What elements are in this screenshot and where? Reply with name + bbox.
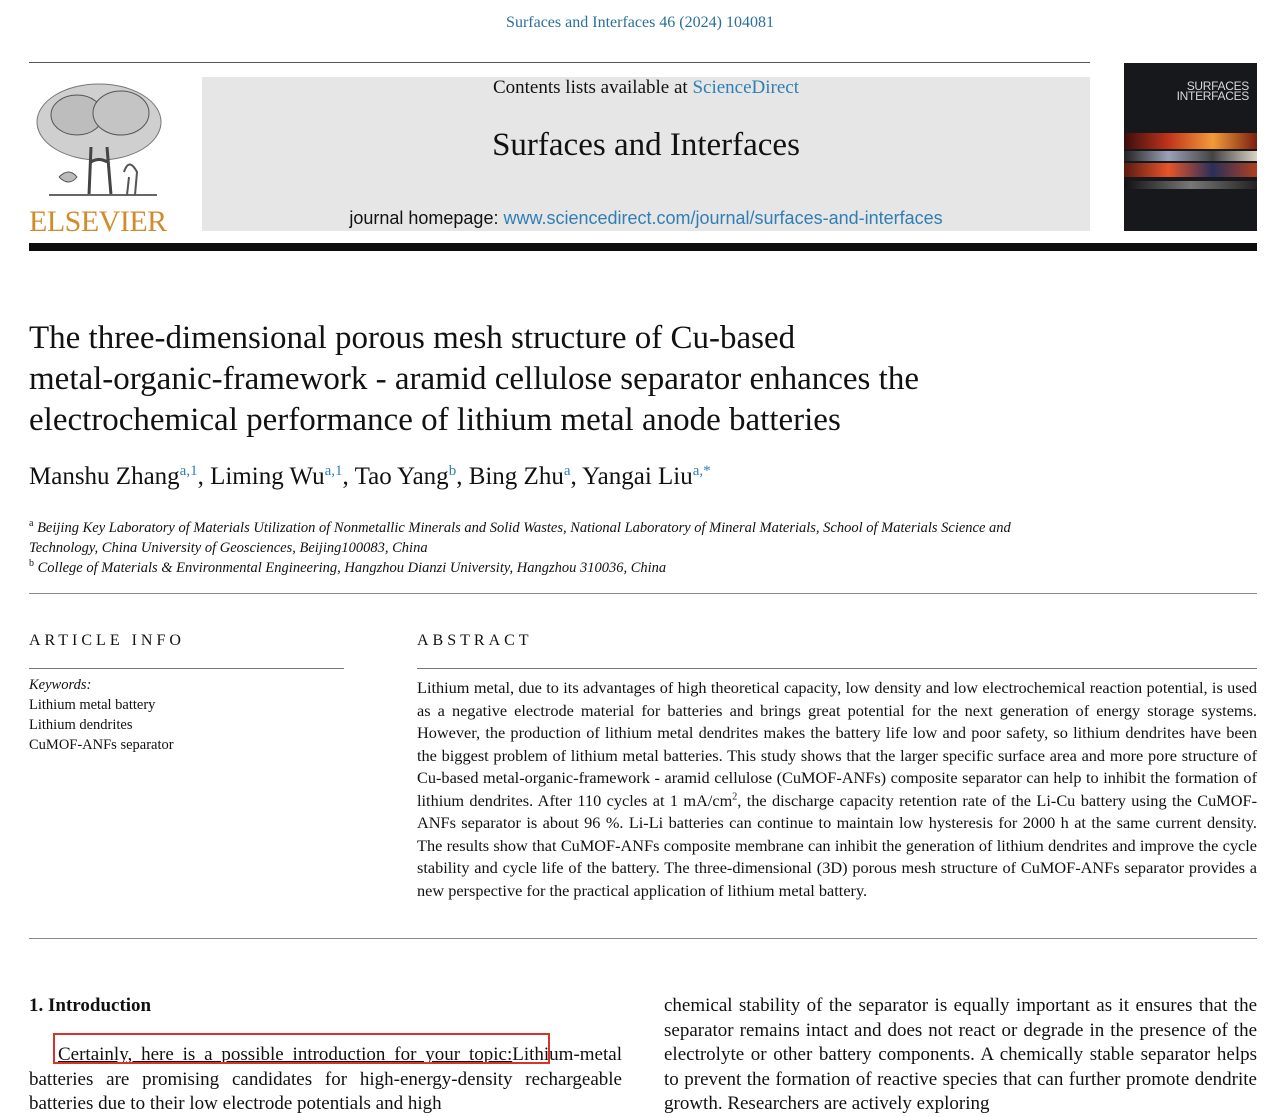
title-line: The three-dimensional porous mesh structure of Cu-based [29,320,796,356]
abstract-rule [417,668,1257,669]
author-separator: , [342,463,355,490]
highlighted-text: Certainly, here is a possible introduction for your topic: [58,1044,513,1065]
author-affiliation-marker[interactable]: a,* [692,463,711,479]
section-rule [29,938,1257,939]
author-affiliation-marker[interactable]: a [563,463,571,479]
affiliation-mark: b [29,558,34,569]
affiliation-text: Technology, China University of Geosciences, Beijing100083, China [29,539,428,556]
header-thick-rule [29,243,1257,251]
cover-band [1124,151,1257,161]
highlight-box [53,1033,550,1064]
author-name: Bing Zhu [468,463,564,490]
journal-cover [1124,63,1257,231]
title-line: metal-organic-framework - aramid cellulose separator enhances the [29,361,919,397]
cover-title [1177,81,1249,101]
introduction-right-column: chemical stability of the separator is equally important as it ensures that the separator remains intact and does not react or degrade in the presence of the electrolyte or other battery components. A chemically stable separator helps to prevent the formation of reactive species that can further promote dendrite growth. Researchers are actively exploring [664,995,1257,1115]
author-list [29,463,1229,491]
journal-citation: Surfaces and Interfaces 46 (2024) 104081 [506,14,774,31]
cover-title-line: SURFACES [1186,79,1249,93]
author-separator: , [197,463,211,490]
header-rule [29,62,1090,63]
sciencedirect-link[interactable]: ScienceDirect [692,77,800,98]
keyword[interactable]: Lithium metal battery [29,697,156,713]
author-name: Manshu Zhang [29,463,180,490]
article-title [29,318,1089,441]
cover-title-line: INTERFACES [1176,89,1249,103]
affiliation [29,514,1129,558]
title-line: electrochemical performance of lithium metal anode batteries [29,402,841,438]
author-separator: , [456,463,469,490]
keywords-label: Keywords: [29,677,92,693]
author-affiliation-marker[interactable]: b [448,463,457,479]
abstract-body: Lithium metal, due to its advantages of high theoretical capacity, low density and low electrochemical reaction potential, is used as a negative electrode material for batteries and brings great potential for the next generation of energy storage systems. However, the production of lithium metal dendrites makes the battery life low and poor safety, so lithium dendrites have been the biggest problem of lithium metal batteries. This study shows that the larger specific surface area and more pore structure of Cu-based metal-organic-framework - aramid cellulose (CuMOF-ANFs) composite separator can help to inhibit the formation of lithium dendrites. After 110 cycles at 1 mA/cm [417,678,1257,810]
elsevier-tree-icon [29,77,169,205]
author-affiliation-marker[interactable]: a,1 [179,463,198,479]
author-name: Tao Yang [354,463,449,490]
author-separator: , [570,463,583,490]
contents-prefix: Contents lists available at [492,77,693,98]
contents-line [202,77,1090,99]
cover-band [1124,163,1257,177]
author-name: Liming Wu [210,463,325,490]
homepage-link[interactable]: www.sciencedirect.com/journal/surfaces-and-interfaces [503,208,943,228]
affiliation-text: Beijing Key Laboratory of Materials Utilization of Nonmetallic Minerals and Solid Wastes, National Laboratory of Mineral Materials, School of Materials Science and [37,519,1011,536]
abstract-text [417,677,1257,902]
affiliation-mark: a [29,518,34,529]
affiliation-text: College of Materials & Environmental Engineering, Hangzhou Dianzi University, Hangzhou 310036, China [37,559,667,576]
homepage-prefix: journal homepage: [349,208,504,228]
abstract-body: , the discharge capacity retention rate of the Li-Cu battery using the CuMOF-ANFs separator is about 96 %. Li-Li batteries can continue to maintain low hysteresis for 2000 h at the same current density. The results show that CuMOF-ANFs composite membrane can inhibit the generation of lithium dendrites and improve the cycle stability and cycle life of the battery. The three-dimensional (3D) porous mesh structure of CuMOF-ANFs separator provides a new perspective for the practical application of lithium metal battery. [417,790,1257,900]
homepage-line [202,208,1090,229]
article-info-heading: ARTICLE INFO [29,632,185,649]
journal-banner [202,77,1090,231]
abstract-heading: ABSTRACT [417,632,533,649]
cover-band [1124,133,1257,149]
publisher-name: ELSEVIER [29,205,167,238]
cover-band [1124,181,1257,189]
journal-name: Surfaces and Interfaces [492,127,800,163]
introduction-text: Lithium-metal batteries are promising candidates for high-energy-density rechargeable batteries due to their low electrode potentials and high [29,1044,622,1115]
article-info-rule [29,668,344,669]
keyword[interactable]: Lithium dendrites [29,717,133,733]
author-affiliation-marker[interactable]: a,1 [324,463,343,479]
section-rule [29,593,1257,594]
keyword[interactable]: CuMOF-ANFs separator [29,737,174,753]
author-name: Yangai Liu [582,463,693,490]
introduction-heading: 1. Introduction [29,995,152,1016]
publisher-logo [29,77,169,237]
abstract-superscript: 2 [732,791,738,803]
affiliation [29,554,1129,578]
